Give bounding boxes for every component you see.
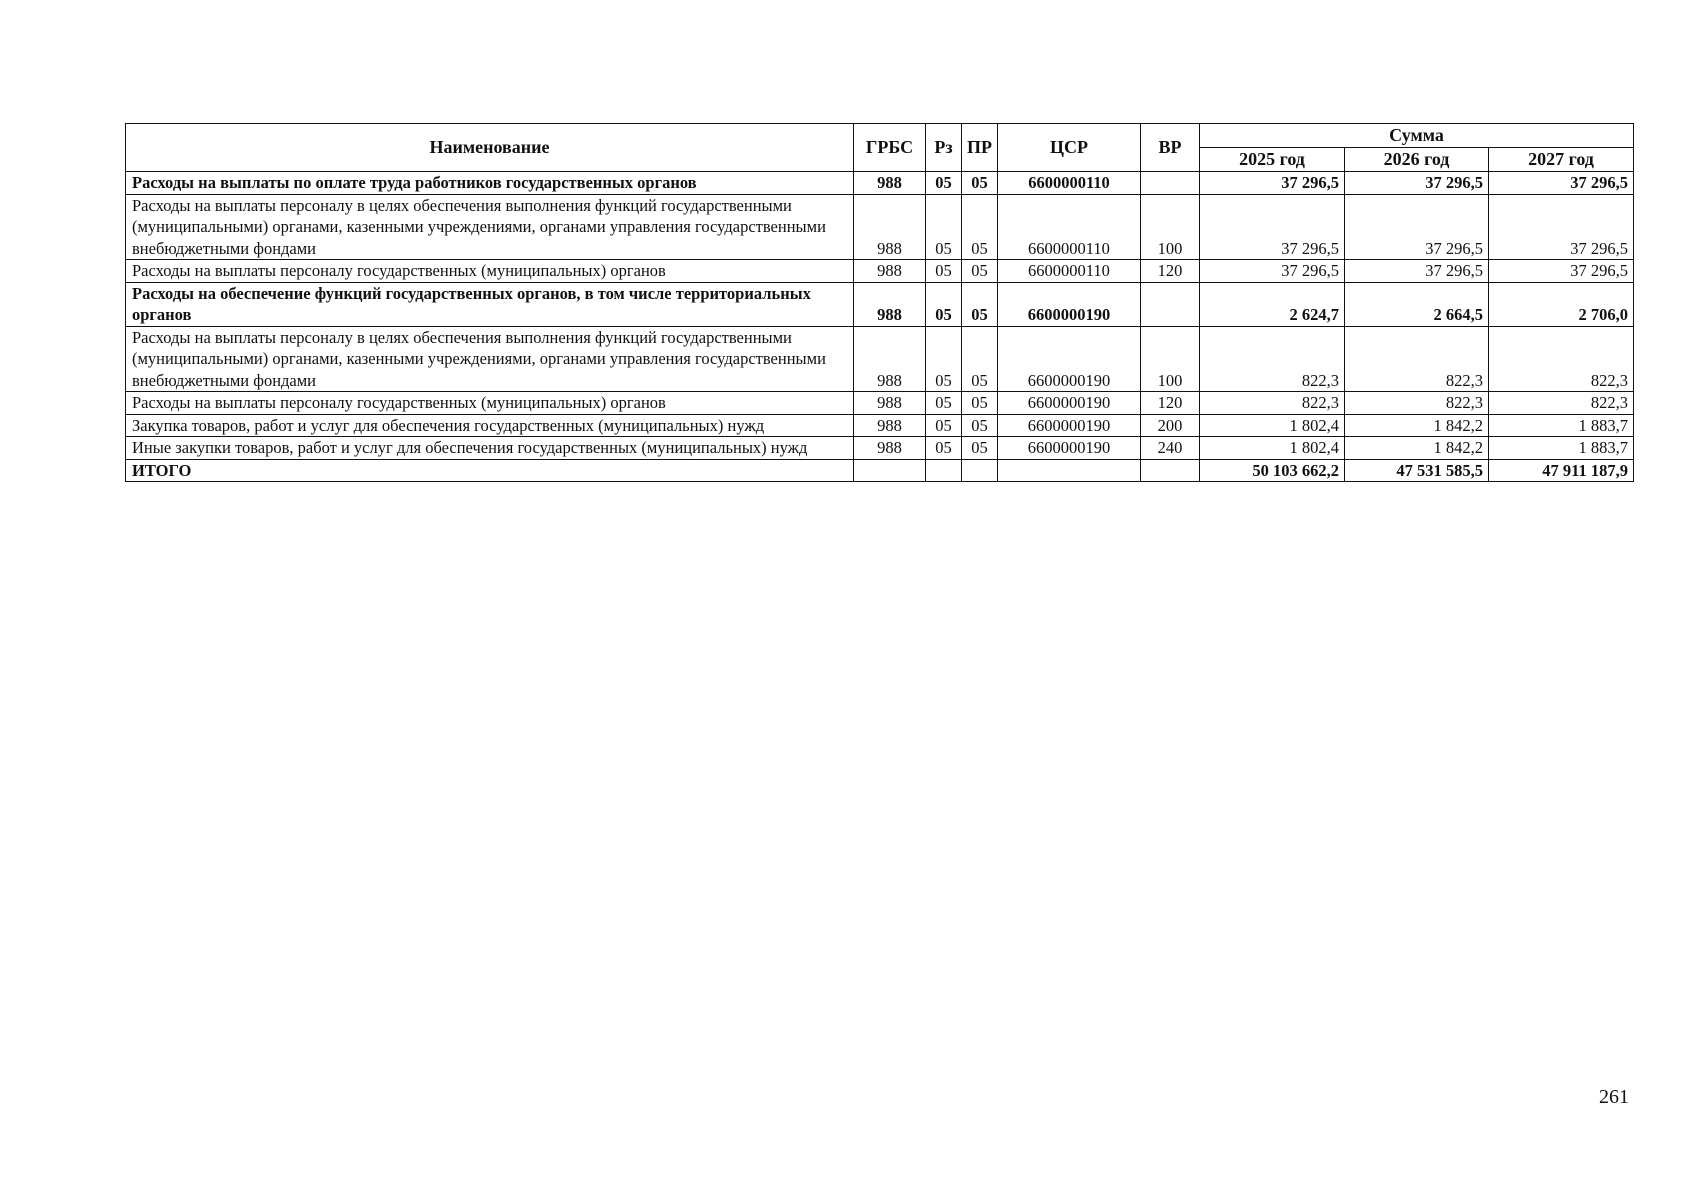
cell-vr: 100 (1141, 326, 1200, 392)
cell-vr: 120 (1141, 260, 1200, 283)
cell-sum-2026: 37 296,5 (1345, 172, 1489, 195)
cell-name: Закупка товаров, работ и услуг для обеспечения государственных (муниципальных) нужд (126, 414, 854, 437)
cell-sum-2027: 1 883,7 (1489, 437, 1634, 460)
cell-sum-2025: 37 296,5 (1200, 194, 1345, 260)
page-number: 261 (1599, 1086, 1629, 1108)
cell-name: Расходы на выплаты по оплате труда работников государственных органов (126, 172, 854, 195)
cell-sum-2025: 1 802,4 (1200, 437, 1345, 460)
cell-vr: 120 (1141, 392, 1200, 415)
cell-grbs (854, 459, 926, 482)
cell-vr (1141, 282, 1200, 326)
cell-csr: 6600000190 (998, 326, 1141, 392)
cell-sum-2027: 37 296,5 (1489, 194, 1634, 260)
cell-vr: 200 (1141, 414, 1200, 437)
cell-sum-2027: 1 883,7 (1489, 414, 1634, 437)
cell-grbs: 988 (854, 282, 926, 326)
header-rz: Рз (926, 124, 962, 172)
cell-rz (926, 459, 962, 482)
cell-sum-2025: 822,3 (1200, 392, 1345, 415)
cell-name: Расходы на выплаты персоналу государственных (муниципальных) органов (126, 392, 854, 415)
cell-sum-2027: 37 296,5 (1489, 172, 1634, 195)
cell-sum-2027: 2 706,0 (1489, 282, 1634, 326)
cell-sum-2026: 1 842,2 (1345, 414, 1489, 437)
cell-rz: 05 (926, 414, 962, 437)
cell-sum-2025: 1 802,4 (1200, 414, 1345, 437)
header-name: Наименование (126, 124, 854, 172)
cell-csr: 6600000190 (998, 414, 1141, 437)
table-row (126, 414, 1634, 437)
cell-vr (1141, 172, 1200, 195)
cell-rz: 05 (926, 392, 962, 415)
cell-csr: 6600000110 (998, 172, 1141, 195)
cell-sum-2026: 37 296,5 (1345, 194, 1489, 260)
cell-pr: 05 (962, 172, 998, 195)
table-row (126, 260, 1634, 283)
header-year-2027: 2027 год (1489, 148, 1634, 172)
cell-sum-2025: 37 296,5 (1200, 260, 1345, 283)
cell-vr: 100 (1141, 194, 1200, 260)
cell-sum-2027: 822,3 (1489, 326, 1634, 392)
cell-pr (962, 459, 998, 482)
cell-pr: 05 (962, 282, 998, 326)
header-sum: Сумма (1200, 124, 1634, 148)
cell-grbs: 988 (854, 414, 926, 437)
cell-csr: 6600000110 (998, 260, 1141, 283)
cell-rz: 05 (926, 326, 962, 392)
cell-grbs: 988 (854, 260, 926, 283)
cell-pr: 05 (962, 194, 998, 260)
table-row (126, 392, 1634, 415)
cell-csr: 6600000190 (998, 437, 1141, 460)
cell-csr (998, 459, 1141, 482)
cell-pr: 05 (962, 392, 998, 415)
header-csr: ЦСР (998, 124, 1141, 172)
cell-sum-2026: 47 531 585,5 (1345, 459, 1489, 482)
cell-sum-2026: 822,3 (1345, 392, 1489, 415)
cell-sum-2026: 37 296,5 (1345, 260, 1489, 283)
table-header (126, 124, 1634, 172)
table-row (126, 194, 1634, 260)
cell-rz: 05 (926, 260, 962, 283)
cell-name: Расходы на выплаты персоналу в целях обеспечения выполнения функций государственными (муниципальными) органами, казенными учреждениями, органами управления государственными внебюджетными фондами (126, 194, 854, 260)
cell-csr: 6600000190 (998, 282, 1141, 326)
cell-vr (1141, 459, 1200, 482)
table-row (126, 326, 1634, 392)
cell-sum-2025: 2 624,7 (1200, 282, 1345, 326)
cell-grbs: 988 (854, 437, 926, 460)
cell-name: Иные закупки товаров, работ и услуг для обеспечения государственных (муниципальных) нужд (126, 437, 854, 460)
cell-vr: 240 (1141, 437, 1200, 460)
cell-sum-2026: 2 664,5 (1345, 282, 1489, 326)
cell-sum-2025: 822,3 (1200, 326, 1345, 392)
cell-rz: 05 (926, 194, 962, 260)
cell-name: Расходы на выплаты персоналу в целях обеспечения выполнения функций государственными (муниципальными) органами, казенными учреждениями, органами управления государственными внебюджетными фондами (126, 326, 854, 392)
cell-pr: 05 (962, 414, 998, 437)
table-row (126, 172, 1634, 195)
table-row (126, 459, 1634, 482)
cell-sum-2026: 1 842,2 (1345, 437, 1489, 460)
cell-name: Расходы на выплаты персоналу государственных (муниципальных) органов (126, 260, 854, 283)
cell-csr: 6600000110 (998, 194, 1141, 260)
cell-name: ИТОГО (126, 459, 854, 482)
cell-rz: 05 (926, 437, 962, 460)
table-row (126, 437, 1634, 460)
cell-rz: 05 (926, 172, 962, 195)
header-vr: ВР (1141, 124, 1200, 172)
cell-pr: 05 (962, 260, 998, 283)
cell-sum-2026: 822,3 (1345, 326, 1489, 392)
header-year-2026: 2026 год (1345, 148, 1489, 172)
cell-csr: 6600000190 (998, 392, 1141, 415)
cell-grbs: 988 (854, 172, 926, 195)
cell-sum-2025: 37 296,5 (1200, 172, 1345, 195)
cell-sum-2027: 822,3 (1489, 392, 1634, 415)
cell-rz: 05 (926, 282, 962, 326)
cell-name: Расходы на обеспечение функций государственных органов, в том числе территориальных органов (126, 282, 854, 326)
cell-grbs: 988 (854, 326, 926, 392)
table-body (126, 172, 1634, 482)
cell-pr: 05 (962, 326, 998, 392)
cell-sum-2025: 50 103 662,2 (1200, 459, 1345, 482)
cell-sum-2027: 37 296,5 (1489, 260, 1634, 283)
cell-grbs: 988 (854, 194, 926, 260)
header-year-2025: 2025 год (1200, 148, 1345, 172)
table-row (126, 282, 1634, 326)
cell-pr: 05 (962, 437, 998, 460)
cell-sum-2027: 47 911 187,9 (1489, 459, 1634, 482)
cell-grbs: 988 (854, 392, 926, 415)
header-pr: ПР (962, 124, 998, 172)
budget-table (125, 123, 1634, 482)
header-grbs: ГРБС (854, 124, 926, 172)
